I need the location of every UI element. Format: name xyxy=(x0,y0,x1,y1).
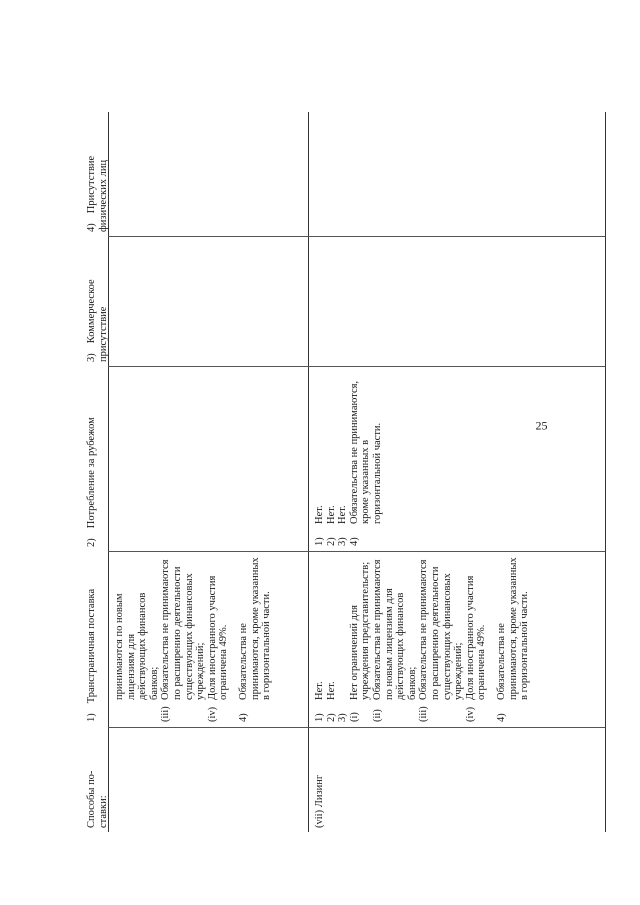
list-item: (iii) Обязательства не принимаются по расширению деятельности существующих финансовых учреждений; xyxy=(418,559,465,722)
list-item: 2) Нет. xyxy=(325,505,337,546)
row-divider xyxy=(308,112,309,832)
list-item: 2) Нет. xyxy=(325,681,337,722)
rotated-page xyxy=(86,112,616,832)
list-item: 4) Обязательства не принимаются, кроме указанных в горизонтальной части. xyxy=(348,380,383,546)
table-top-border xyxy=(108,112,109,832)
list-item: 1) Нет. xyxy=(314,681,325,722)
header-consumption-abroad: 2)Потребление за рубежом xyxy=(86,417,97,547)
list-item: (ii) Обязательства не принимаются по новым лицензиям для действующих финансов банков; xyxy=(371,559,418,722)
row1-cross-border-cell: принимаются по новым лицензиям для действующих финансов банков; (iii) Обязательства не принимаются по расширению деятельности существующих финансовых учреждений; (iv) Доля иностранного участия ограничена 49%. 4) Обязательства не принимаются, кроме указанных в горизонтальной части. xyxy=(114,557,273,722)
header-natural-persons: 4)Присутствие физических лиц xyxy=(86,155,109,232)
row2-cross-border-cell xyxy=(314,557,531,722)
list-item: 3) Нет. xyxy=(337,505,349,546)
service-name: (vii) Лизинг xyxy=(314,774,325,828)
col-divider-1 xyxy=(108,727,605,728)
list-item: 1) Нет. xyxy=(314,505,325,546)
header-cross-border: 1)Трансграничная поставка xyxy=(86,588,97,722)
header-commercial-presence: 3)Коммерческое присутствие xyxy=(86,279,109,362)
list-item: 3) xyxy=(337,713,349,722)
list-item: (iv) Доля иностранного участия ограничена 49%. xyxy=(206,575,230,722)
page-number: 25 xyxy=(535,418,548,433)
col-divider-4 xyxy=(108,236,605,237)
row2-consumption-abroad-cell xyxy=(314,376,384,546)
list-item: 4) Обязательства не принимаются, кроме указанных в горизонтальной части. xyxy=(237,557,273,722)
list-item: (i) Нет ограничений для учреждения представительств; xyxy=(348,561,372,722)
col-divider-2 xyxy=(108,551,605,552)
commitments-table xyxy=(108,112,606,832)
header-method-label: Способы по-ставки: xyxy=(86,770,109,828)
row2-method-cell xyxy=(314,732,326,828)
list-item: (iii) Обязательства не принимаются по расширению деятельности существующих финансовых учреждений; xyxy=(160,559,207,722)
col-divider-3 xyxy=(108,366,605,367)
header-method xyxy=(86,758,110,828)
list-item: 4) Обязательства не принимаются, кроме указанных в горизонтальной части. xyxy=(495,557,531,722)
table-bottom-border xyxy=(605,112,606,832)
list-item: (iv) Доля иностранного участия ограничена 49%. xyxy=(464,575,488,722)
